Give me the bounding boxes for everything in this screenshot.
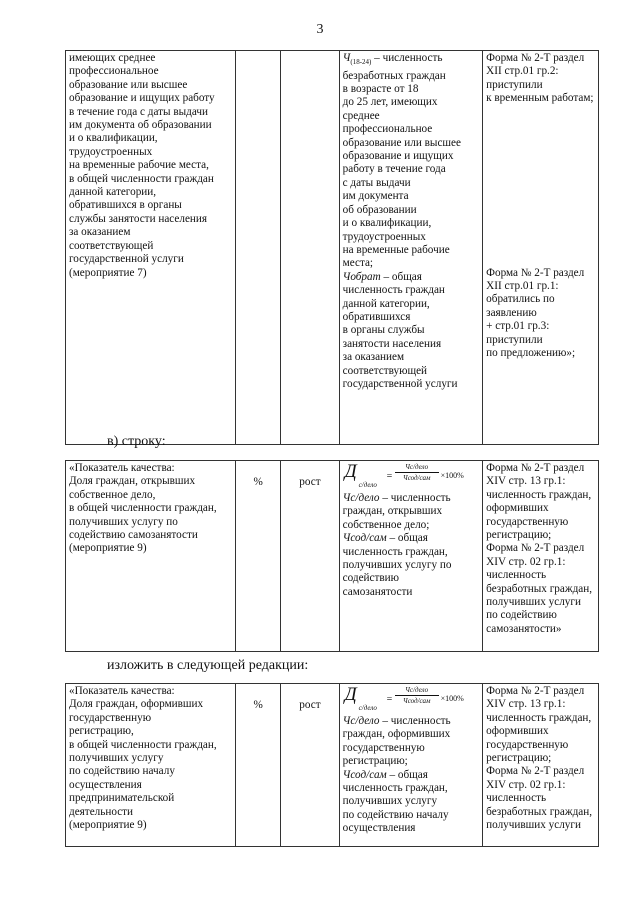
variable-symbol: Чс/дело xyxy=(342,715,380,727)
text-line: приступили xyxy=(486,78,543,91)
text-line: Форма № 2-Т раздел xyxy=(486,52,585,64)
text-line: образование и ищущих работу xyxy=(69,92,215,105)
text-line: соответствующей xyxy=(69,239,154,252)
text-line: по содействию началу xyxy=(342,808,449,821)
text-line: регистрацию; xyxy=(342,755,408,768)
unit-cell: % xyxy=(236,461,281,652)
indicator-name-cell xyxy=(66,461,236,652)
text-line: в органы службы xyxy=(342,324,425,337)
paragraph: изложить в следующей редакции: xyxy=(107,658,309,673)
text-line: (мероприятие 7) xyxy=(69,266,147,279)
text-line: регистрацию, xyxy=(69,725,134,738)
text-line: самозанятости» xyxy=(486,622,562,635)
indicator-table-old xyxy=(65,460,599,652)
text-line: численность граждан, xyxy=(342,545,448,558)
text-line: XII стр.01 гр.1: xyxy=(486,280,559,293)
variable-symbol: Ч xyxy=(342,52,351,64)
text-line: образование или высшее xyxy=(69,78,188,91)
trend-cell: рост xyxy=(281,461,339,652)
text-line: трудоустроенных xyxy=(69,145,153,158)
text-line: XIV стр. 13 гр.1: xyxy=(486,698,566,711)
text-line: Форма № 2-Т раздел xyxy=(486,266,585,279)
text-line: по содействию xyxy=(486,609,557,622)
text-line: собственное дело; xyxy=(342,518,430,531)
text-line: численность граждан, xyxy=(486,711,592,724)
source-cell xyxy=(483,684,599,847)
text-line: оформивших xyxy=(486,502,549,515)
text-line: Форма № 2-Т раздел xyxy=(486,462,585,474)
text-line: XIV стр. 13 гр.1: xyxy=(486,475,566,488)
text-line: численность xyxy=(486,792,547,805)
text-line: государственную xyxy=(486,738,569,751)
text-line: граждан, оформивших xyxy=(342,728,451,741)
text-line: профессиональное xyxy=(69,65,159,78)
text-line: безработных граждан xyxy=(342,69,446,82)
text-line: получивших услугу xyxy=(69,752,164,765)
text-line: (мероприятие 9) xyxy=(69,542,147,555)
text-line: содействию xyxy=(342,572,400,585)
trend-cell: рост xyxy=(281,684,339,847)
text-line: XII стр.01 гр.2: xyxy=(486,65,559,78)
text-line: + стр.01 гр.3: xyxy=(486,320,550,333)
variable-definition-start: – общая xyxy=(380,270,422,283)
text-line: имеющих среднее xyxy=(69,52,156,64)
text-line: Доля граждан, открывших xyxy=(69,475,196,488)
text-line: Доля граждан, оформивших xyxy=(69,698,204,711)
variable-symbol: Чсод/сам xyxy=(342,532,387,545)
text-line: безработных граждан, xyxy=(486,805,593,818)
text-line: численность xyxy=(486,569,547,582)
text-line: численность граждан, xyxy=(486,488,592,501)
text-line: в течение года с даты выдачи xyxy=(69,105,208,118)
indicator-name-cell xyxy=(66,684,236,847)
source-cell xyxy=(483,51,599,445)
text-line: Форма № 2-Т раздел xyxy=(486,542,585,555)
text-line: оформивших xyxy=(486,725,549,738)
text-line: данной категории, xyxy=(69,186,157,199)
text-line: (мероприятие 9) xyxy=(69,819,147,832)
text-line: деятельности xyxy=(69,805,134,818)
text-line: приступили xyxy=(486,333,543,346)
text-line: по содействию началу xyxy=(69,765,175,778)
text-line: работу в течение года xyxy=(342,163,446,176)
text-line: осуществления xyxy=(342,822,416,835)
text-line: соответствующей xyxy=(342,364,428,377)
text-line: и о квалификации, xyxy=(342,217,432,230)
text-line: в возрасте от 18 xyxy=(342,83,419,96)
text-line: места; xyxy=(342,257,374,270)
text-line: в общей численности граждан, xyxy=(69,502,217,515)
text-line: данной категории, xyxy=(342,297,430,310)
trend-cell xyxy=(281,51,339,445)
indicator-name-cell xyxy=(66,51,236,445)
indicator-table-new xyxy=(65,683,599,847)
text-line: за оказанием xyxy=(69,226,131,239)
text-line: предпринимательской xyxy=(69,792,175,805)
text-line: заявлению xyxy=(486,306,537,319)
page-number: 3 xyxy=(316,22,324,37)
variable-definition-start: – численность xyxy=(371,52,443,64)
text-line: содействию самозанятости xyxy=(69,529,198,542)
text-line: обратившихся в органы xyxy=(69,199,182,212)
variable-subscript: (18-24) xyxy=(350,58,372,67)
formula-cell xyxy=(339,51,483,445)
text-line: получивших услугу xyxy=(342,795,438,808)
text-line: за оказанием xyxy=(342,351,405,364)
text-line: «Показатель качества: xyxy=(69,462,175,474)
variable-symbol: Чсод/сам xyxy=(342,768,387,781)
text-line: на временные рабочие места, xyxy=(69,159,209,172)
variable-symbol: Чобрат xyxy=(342,270,381,283)
text-line: об образовании xyxy=(342,203,417,216)
text-line: государственную xyxy=(69,711,152,724)
text-line: безработных граждан, xyxy=(486,582,593,595)
text-line: осуществления xyxy=(69,778,142,791)
text-line: образование или высшее xyxy=(342,136,461,149)
text-line: в общей численности граждан xyxy=(69,172,214,185)
table-row xyxy=(66,684,599,847)
indicator-table-continuation xyxy=(65,50,599,445)
text-line: службы занятости населения xyxy=(69,212,208,225)
text-line: государственную xyxy=(342,741,425,754)
text-line: граждан, открывших xyxy=(342,505,443,518)
text-line: с даты выдачи xyxy=(342,176,411,189)
text-line: среднее xyxy=(342,109,380,122)
unit-cell xyxy=(236,51,281,445)
text-line: регистрацию; xyxy=(486,529,552,542)
formula-cell: Д с/дело = Чс/дело Чсод/сам ×100% Чс/дело – численность граждан, открывших собственное дело; Чсод/сам – общая численность граждан, получивших услугу по содействию самозанятости xyxy=(339,461,483,652)
formula: Д с/дело = Чс/дело Чсод/сам ×100% xyxy=(344,461,464,489)
table-row xyxy=(66,51,599,445)
text-line: по предложению»; xyxy=(486,347,576,360)
text-line: получивших услугу по xyxy=(69,515,178,528)
text-line: Форма № 2-Т раздел xyxy=(486,685,585,697)
text-line: получивших услуги xyxy=(486,819,581,832)
text-line: XIV стр. 02 гр.1: xyxy=(486,555,566,568)
text-line: к временным работам; xyxy=(486,92,594,105)
text-line: им документа xyxy=(342,190,409,203)
text-line: численность граждан xyxy=(342,284,445,297)
source-cell xyxy=(483,461,599,652)
text-line: собственное дело, xyxy=(69,488,156,501)
text-line: получивших услуги xyxy=(486,596,581,609)
text-line: государственную xyxy=(486,515,569,528)
unit-cell: % xyxy=(236,684,281,847)
text-line: самозанятости xyxy=(342,585,413,598)
text-line: численность граждан, xyxy=(342,782,448,795)
text-line: обратившихся xyxy=(342,310,411,323)
text-line: до 25 лет, имеющих xyxy=(342,96,438,109)
text-line: получивших услугу по xyxy=(342,559,452,572)
text-line: в общей численности граждан, xyxy=(69,738,217,751)
paragraph: в) строку: xyxy=(107,434,166,449)
text-line: им документа об образовании xyxy=(69,119,212,132)
text-line: и о квалификации, xyxy=(69,132,158,145)
text-line: регистрацию; xyxy=(486,752,552,765)
variable-symbol: Чс/дело xyxy=(342,492,380,504)
text-line: на временные рабочие xyxy=(342,243,450,256)
text-line: обратились по xyxy=(486,293,555,306)
text-line: XIV стр. 02 гр.1: xyxy=(486,778,566,791)
text-line: занятости населения xyxy=(342,337,442,350)
text-line: «Показатель качества: xyxy=(69,685,175,697)
formula-cell: Д с/дело = Чс/дело Чсод/сам ×100% Чс/дело – численность граждан, оформивших государственную регистрацию; Чсод/сам – общая численность граждан, получивших услугу по содействию началу осуществления xyxy=(339,684,483,847)
text-line: Форма № 2-Т раздел xyxy=(486,765,585,778)
text-line: государственной услуги xyxy=(342,377,458,390)
formula: Д с/дело = Чс/дело Чсод/сам ×100% xyxy=(344,684,464,712)
text-line: профессиональное xyxy=(342,123,433,136)
table-row xyxy=(66,461,599,652)
text-line: государственной услуги xyxy=(69,253,184,266)
text-line: образование и ищущих xyxy=(342,150,454,163)
text-line: трудоустроенных xyxy=(342,230,426,243)
